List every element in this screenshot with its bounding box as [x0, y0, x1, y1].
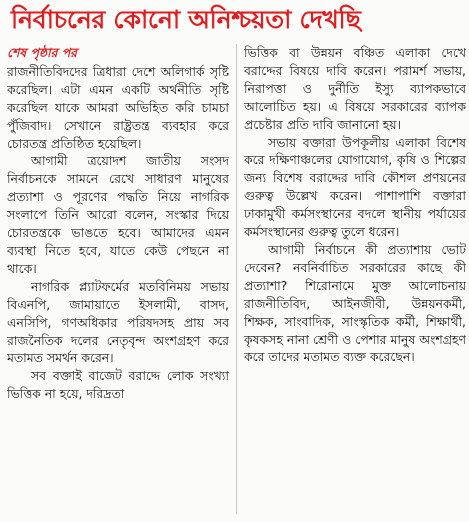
- paragraph: আগামী ত্রয়োদশ জাতীয় সংসদ নির্বাচনকে সামনে রেখে সাধারণ মানুষের প্রত্যাশা ও পূরণের পদ্ধতি নিয়ে নাগরিক সংলাপে তিনি আরো বলেন, সংস্কার দিয়ে চোরতন্ত্রকে ভাঙতে হবে। আমাদের এমন ব্যবস্থা নিতে হবে, যাতে কেউ পেছনে না থাকে।: [7, 153, 229, 276]
- paragraph: ভিত্তিক বা উন্নয়ন বঞ্চিত এলাকা দেখে বরাদ্দের বিষয়ে দাবি করেন। পরামর্শ সভায়, নিরাপত্তা ও দুর্নীতি ইস্যু ব্যাপকভাবে আলোচিত হয়। এ বিষয়ে সরকারের ব্যাপক প্রচেষ্টার প্রতি দাবি জানানো হয়।: [244, 45, 466, 132]
- headline: নির্বাচনের কোনো অনিশ্চয়তা দেখছি: [11, 5, 361, 34]
- paragraph: নাগরিক প্ল্যাটফর্মের মতবিনিময় সভায় বিএনপি, জামায়াতে ইসলামী, বাসদ, এনসিপি, গণঅধিকার পরিষদসহ প্রায় সব রাজনৈতিক দলের নেতৃবৃন্দ অংশগ্রহণ করে মতামত সমর্থন করেন।: [7, 278, 229, 366]
- paragraph: আগামী নির্বাচনে কী প্রত্যাশায় ভোট দেবেন? নবনির্বাচিত সরকারের কাছে কী প্রত্যাশা? শিরোনামে মুক্ত আলোচনায় রাজনীতিবিদ, আইনজীবী, উন্নয়নকর্মী, শিক্ষক, সাংবাদিক, সাংস্কৃতিক কর্মী, শিক্ষার্থী, কৃষকসহ নানা শ্রেণী ও পেশার মানুষ অংশগ্রহণ করে তাদের মতামত ব্যক্ত করেছেন।: [244, 241, 466, 365]
- column-divider: [236, 44, 237, 514]
- article-column-right: [244, 44, 466, 512]
- article-column-left: [7, 44, 229, 512]
- paragraph: রাজনীতিবিদদের ত্রিধারা দেশে অলিগার্ক সৃষ্টি করেছিল। এটা এমন একটি অর্থনীতি সৃষ্টি করেছিল যাকে আমরা অভিহিত করি চামচা পুঁজিবাদ। সেখানে রাষ্ট্রতন্ত্র ব্যবহার করে চোরতন্ত্র প্রতিষ্ঠিত হয়েছিল।: [7, 63, 229, 151]
- paragraph: সভায় বক্তারা উপকূলীয় এলাকা বিশেষ করে দক্ষিণাঞ্চলের যোগাযোগ, কৃষি ও শিল্পের জন্য বিশেষ বরাদ্দের দাবি কৌশল প্রণয়নের গুরুত্ব উল্লেখ করেন। পাশাপাশি বক্তারা ঢাকামুখী কর্মসংস্থানের বদলে স্থানীয় পর্যায়ের কর্মসংস্থানের গুরুত্ব তুলে ধরেন।: [244, 134, 466, 240]
- headline-bar: [0, 0, 469, 40]
- paragraph: সব বক্তাই বাজেট বরাদ্দে লোক সংখ্যা ভিত্তিক না হয়ে, দরিদ্রতা: [7, 368, 229, 402]
- jump-label: শেষ পৃষ্ঠার পর: [7, 45, 77, 60]
- page-bottom-edge: [0, 514, 469, 522]
